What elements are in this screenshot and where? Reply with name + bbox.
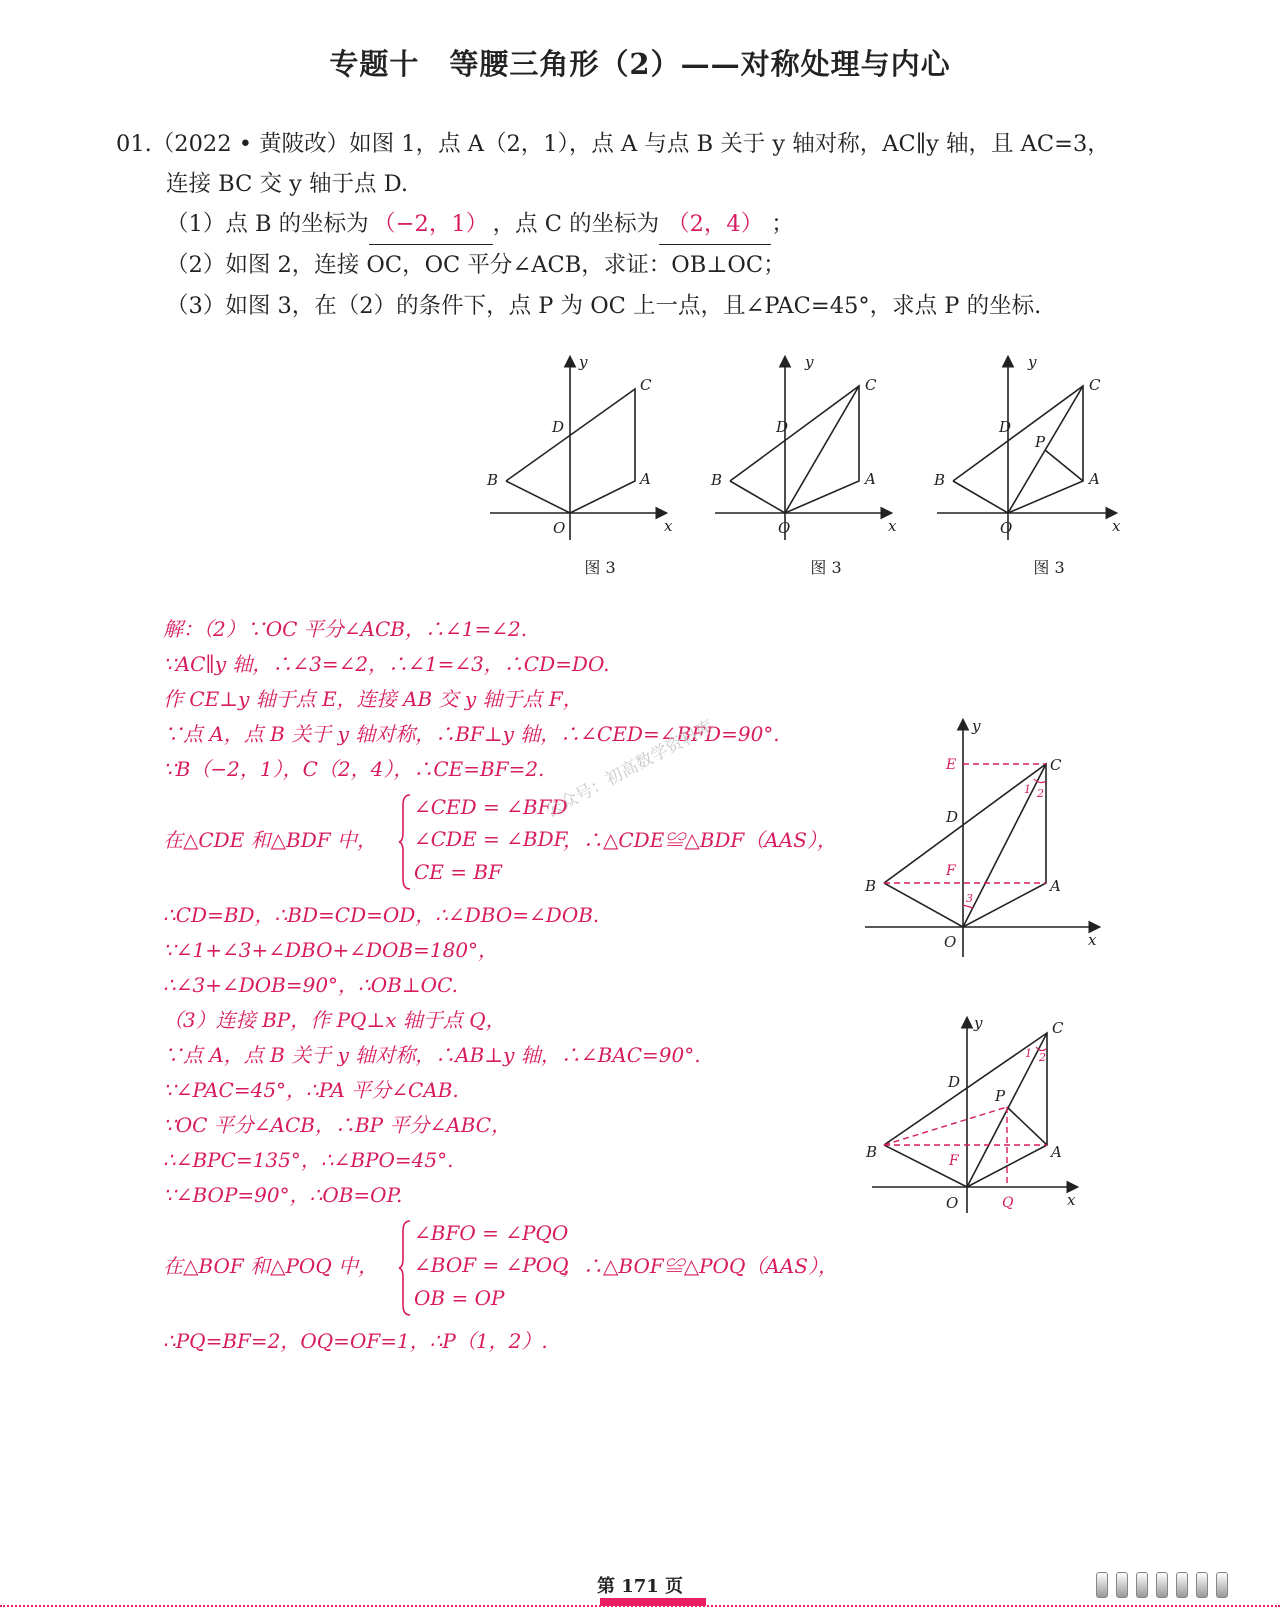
- question-1-text-c: ；: [771, 211, 794, 237]
- sfig2-angle-1: 1: [1025, 1047, 1032, 1060]
- sfig2-f-label: F: [949, 1153, 959, 1169]
- fig2-d-label: D: [776, 418, 789, 436]
- problem-line-2: 连接 BC 交 y 轴于点 D.: [166, 171, 409, 197]
- system-2-eq-3: OB = OP: [414, 1286, 505, 1310]
- sfig1-o-label: O: [944, 933, 957, 951]
- system-1-eq-1: ∠CED = ∠BFD: [414, 795, 568, 819]
- sfig2-d-label: D: [948, 1073, 961, 1091]
- solution-line-15: ∵∠BOP=90°，∴OB=OP.: [163, 1183, 403, 1207]
- solution-line-6-post: ，∴△CDE≌△BDF（AAS），: [563, 828, 837, 852]
- system-of-equations-2: [398, 1219, 569, 1319]
- figure-1: [490, 358, 665, 540]
- fig3-p-label: P: [1035, 433, 1046, 451]
- fig1-x-label: x: [664, 517, 673, 535]
- fig2-y-label: y: [805, 353, 814, 371]
- figure-2: [715, 358, 890, 540]
- solution-line-1: 解：（2）∵OC 平分∠ACB，∴∠1=∠2.: [163, 617, 528, 641]
- sfig2-c-label: C: [1052, 1019, 1064, 1037]
- question-1-text-a: （1）点 B 的坐标为: [166, 211, 369, 237]
- fig1-d-label: D: [552, 418, 565, 436]
- question-1: [166, 204, 794, 245]
- sfig1-e-label: E: [946, 757, 957, 773]
- system-1-eq-3: CE = BF: [414, 860, 502, 884]
- fig2-c-label: C: [865, 376, 877, 394]
- sfig1-y-label: y: [972, 717, 981, 735]
- system-1-eq-2: ∠CDE = ∠BDF: [414, 827, 568, 851]
- fig3-c-label: C: [1089, 376, 1101, 394]
- sfig1-angle-2: 2: [1037, 787, 1044, 800]
- solution-line-12: ∵∠PAC=45°，∴PA 平分∠CAB.: [163, 1078, 459, 1102]
- solution-line-2: ∵AC∥y 轴，∴∠3=∠2，∴∠1=∠3，∴CD=DO.: [163, 652, 610, 676]
- sfig1-x-label: x: [1088, 931, 1097, 949]
- figure-3-caption: 图 3: [1033, 558, 1065, 577]
- solution-line-7: ∴CD=BD，∴BD=CD=OD，∴∠DBO=∠DOB.: [163, 903, 600, 927]
- solution-line-10: （3）连接 BP，作 PQ⊥x 轴于点 Q，: [163, 1008, 506, 1032]
- sfig2-y-label: y: [974, 1015, 983, 1032]
- sfig2-q-label: Q: [1002, 1195, 1014, 1211]
- sfig2-a-label: A: [1051, 1143, 1062, 1161]
- fig1-y-label: y: [579, 353, 588, 371]
- solution-line-8: ∵∠1+∠3+∠DBO+∠DOB=180°，: [163, 938, 499, 962]
- solution-line-16-post: ，∴△BOF≌△POQ（AAS），: [563, 1254, 838, 1278]
- sfig2-p-label: P: [995, 1087, 1006, 1105]
- fig1-c-label: C: [640, 376, 652, 394]
- question-3: （3）如图 3，在（2）的条件下，点 P 为 OC 上一点，且∠PAC=45°，求点 P 的坐标.: [166, 293, 1042, 319]
- registration-marks: [1096, 1572, 1256, 1598]
- solution-figure-1: [860, 715, 1110, 960]
- answer-blank-c: （2，4）: [659, 204, 771, 245]
- fig3-o-label: O: [1000, 519, 1013, 537]
- solution-line-9: ∴∠3+∠DOB=90°，∴OB⊥OC.: [163, 973, 459, 997]
- solution-line-4: ∵点 A，点 B 关于 y 轴对称，∴BF⊥y 轴，∴∠CED=∠BFD=90°.: [163, 722, 780, 746]
- solution-line-14: ∴∠BPC=135°，∴∠BPO=45°.: [163, 1148, 454, 1172]
- sfig2-o-label: O: [946, 1194, 959, 1212]
- footer-divider: [0, 1605, 1280, 1607]
- question-2: （2）如图 2，连接 OC，OC 平分∠ACB，求证：OB⊥OC；: [166, 252, 786, 278]
- left-brace-icon: [398, 1219, 412, 1317]
- fig1-a-label: A: [640, 470, 651, 488]
- fig2-a-label: A: [865, 470, 876, 488]
- sfig1-b-label: B: [865, 877, 877, 895]
- solution-line-5: ∵B（−2，1），C（2，4），∴CE=BF=2.: [163, 757, 545, 781]
- left-brace-icon: [398, 793, 412, 891]
- fig1-b-label: B: [487, 471, 499, 489]
- figure-1-caption: 图 3: [584, 558, 616, 577]
- fig2-x-label: x: [888, 517, 897, 535]
- fig3-d-label: D: [999, 418, 1012, 436]
- system-of-equations-1: [398, 793, 568, 893]
- sfig1-c-label: C: [1050, 756, 1062, 774]
- figure-2-caption: 图 3: [810, 558, 842, 577]
- sfig2-x-label: x: [1067, 1191, 1076, 1209]
- system-2-eq-1: ∠BFO = ∠PQO: [414, 1221, 569, 1245]
- problem-figures: [485, 350, 1165, 550]
- solution-line-11: ∵点 A，点 B 关于 y 轴对称，∴AB⊥y 轴，∴∠BAC=90°.: [163, 1043, 701, 1067]
- solution-line-6-pre: 在△CDE 和△BDF 中，: [163, 828, 378, 852]
- solution-line-17: ∴PQ=BF=2，OQ=OF=1，∴P（1，2）.: [163, 1329, 548, 1353]
- sfig2-b-label: B: [866, 1143, 878, 1161]
- fig2-b-label: B: [711, 471, 723, 489]
- solution-line-13: ∵OC 平分∠ACB，∴BP 平分∠ABC，: [163, 1113, 512, 1137]
- fig3-x-label: x: [1112, 517, 1121, 535]
- sfig1-f-label: F: [946, 863, 956, 879]
- fig3-y-label: y: [1028, 353, 1037, 371]
- fig2-o-label: O: [778, 519, 791, 537]
- solution-figure-2: [864, 1015, 1094, 1215]
- sfig1-d-label: D: [946, 808, 959, 826]
- watermark: 公众号：初高数学资料库: [542, 716, 717, 823]
- sfig1-angle-1: 1: [1024, 783, 1031, 796]
- sfig2-angle-2: 2: [1039, 1051, 1046, 1064]
- question-1-text-b: ，点 C 的坐标为: [492, 211, 660, 237]
- fig3-b-label: B: [934, 471, 946, 489]
- solution-line-3: 作 CE⊥y 轴于点 E，连接 AB 交 y 轴于点 F，: [163, 687, 583, 711]
- fig1-o-label: O: [553, 519, 566, 537]
- system-2-eq-2: ∠BOF = ∠POQ: [414, 1253, 569, 1277]
- problem-line-1: 01.（2022 • 黄陂改）如图 1，点 A（2，1），点 A 与点 B 关于 y 轴对称，AC∥y 轴，且 AC=3，: [116, 131, 1110, 157]
- answer-blank-b: （−2，1）: [369, 204, 493, 245]
- sfig1-a-label: A: [1050, 877, 1061, 895]
- solution-line-16-pre: 在△BOF 和△POQ 中，: [163, 1254, 379, 1278]
- page-title: 专题十 等腰三角形（2）——对称处理与内心: [329, 47, 951, 81]
- fig3-a-label: A: [1089, 470, 1100, 488]
- page-number: 第 171 页: [596, 1576, 684, 1597]
- sfig1-angle-3: 3: [966, 892, 973, 905]
